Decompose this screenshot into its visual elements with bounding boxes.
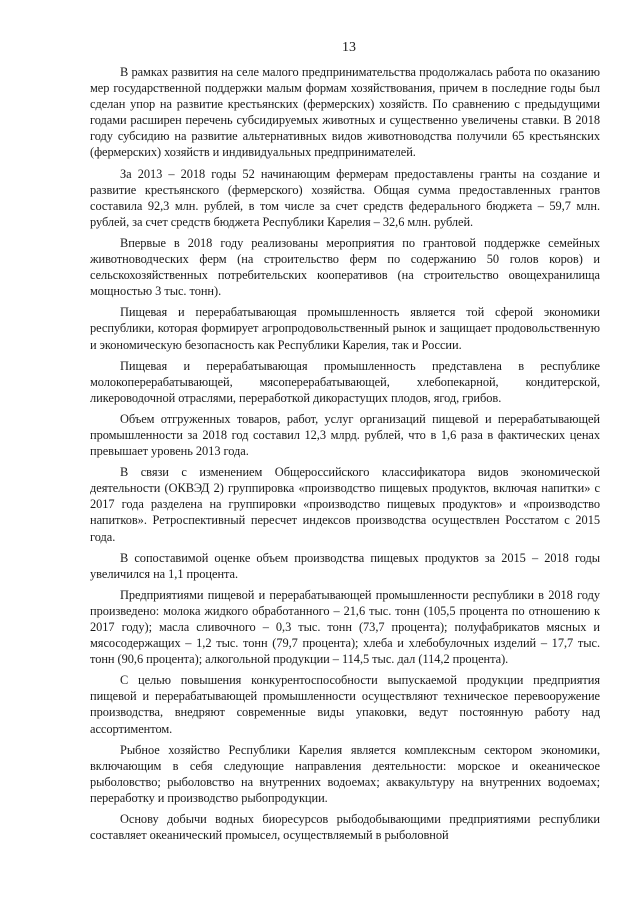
paragraph-ocean-fishing: Основу добычи водных биоресурсов рыбодобывающими предприятиями республики составляет океанический промысел, осуществляемый в рыболовной: [90, 812, 600, 843]
paragraph-food-industry-branches: Пищевая и перерабатывающая промышленность представлена в республике молокоперерабатывающей, мясоперерабатывающей, хлебопекарной, кондитерской, ликероводочной отраслями, переработкой дикорастущих плодов, ягод, грибов.: [90, 358, 600, 405]
paragraph-small-business-support: В рамках развития на селе малого предпринимательства продолжалась работа по оказанию мер государственной поддержки малым формам хозяйствования, причем в последние годы был сделан упор на развитие крестьянских (фермерских) хозяйств. По сравнению с предыдущими годами расширен перечень субсидируемых животных и существенно увеличены ставки. В 2018 году субсидию на развитие альтернативных видов животноводства получили 65 крестьянских (фермерских) хозяйств и индивидуальных предпринимателей.: [90, 65, 600, 160]
paragraph-production-growth: В сопоставимой оценке объем производства пищевых продуктов за 2015 – 2018 годы увеличился на 1,1 процента.: [90, 550, 600, 581]
document-page: [90, 40, 600, 848]
paragraph-farmer-grants: За 2013 – 2018 годы 52 начинающим фермерам предоставлены гранты на создание и развитие крестьянского (фермерского) хозяйства. Общая сумма предоставленных грантов составила 92,3 млн. рублей, в том числе за счет средств федерального бюджета – 59,7 млн. рублей, за счет средств бюджета Республики Карелия – 32,6 млн. рублей.: [90, 166, 600, 229]
paragraph-family-farms: Впервые в 2018 году реализованы мероприятия по грантовой поддержке семейных животноводческих ферм (на строительство ферм по содержанию 50 голов коров) и сельскохозяйственных потребительских кооперативов (на строительство овощехранилища мощностью 3 тыс. тонн).: [90, 235, 600, 299]
paragraph-production-output: Предприятиями пищевой и перерабатывающей промышленности республики в 2018 году произведено: молока жидкого обработанного – 21,6 тыс. тонн (105,5 процента по отношению к 2017 году); масла сливочного – 0,3 тыс. тонн (73,7 процента); полуфабрикатов мясных и мясосодержащих – 1,2 тыс. тонн (79,7 процента); хлеба и хлебобулочных изделий – 17,7 тыс. тонн (90,6 процента); алкогольной продукции – 114,5 тыс. дал (114,2 процента).: [90, 587, 600, 667]
paragraph-shipped-goods-volume: Объем отгруженных товаров, работ, услуг организаций пищевой и перерабатывающей промышленности за 2018 год составил 12,3 млрд. рублей, что в 1,6 раза в фактических ценах превышает уровень 2013 года.: [90, 411, 600, 459]
paragraph-food-industry-role: Пищевая и перерабатывающая промышленность является той сферой экономики республики, которая формирует агропродовольственный рынок и защищает продовольственную и экономическую безопасность как Республики Карелия, так и России.: [90, 305, 600, 352]
paragraph-competitiveness: С целью повышения конкурентоспособности выпускаемой продукции предприятия пищевой и перерабатывающей промышленности осуществляют техническое перевооружение производства, внедряют современные виды упаковки, ведут постоянную работу над ассортиментом.: [90, 673, 600, 736]
paragraph-okved-change: В связи с изменением Общероссийского классификатора видов экономической деятельности (ОКВЭД 2) группировка «производство пищевых продуктов, включая напитки» с 2017 года разделена на группировки «производство пищевых продуктов» и «производство напитков». Ретроспективный пересчет индексов производства осуществлен Росстатом с 2015 года.: [90, 465, 600, 544]
page-number: 13: [342, 40, 356, 55]
paragraph-fishery-sector: Рыбное хозяйство Республики Карелия является комплексным сектором экономики, включающим в себя следующие направления деятельности: морское и океаническое рыболовство; рыболовство на внутренних водоемах; аквакультуру на внутренних водоемах; переработку и производство рыбопродукции.: [90, 742, 600, 805]
